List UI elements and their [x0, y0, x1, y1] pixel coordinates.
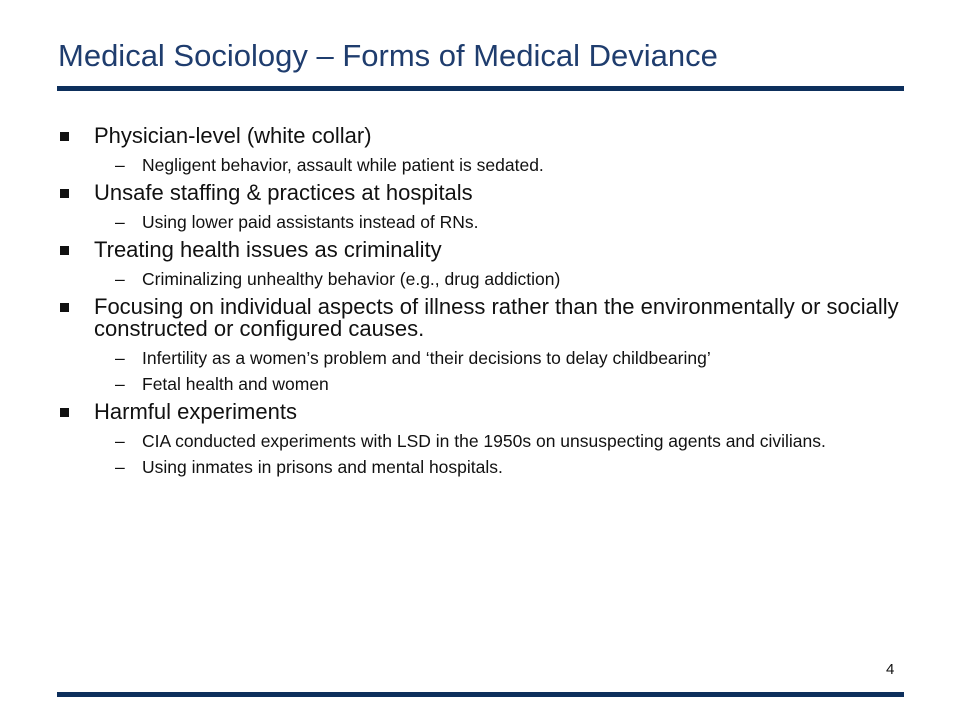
sub-bullet-text: CIA conducted experiments with LSD in the 1950s on unsuspecting agents and civilians. — [142, 431, 826, 451]
square-bullet-icon — [60, 246, 69, 255]
dash-marker: – — [115, 212, 125, 232]
sub-bullet-text: Infertility as a women’s problem and ‘their decisions to delay childbearing’ — [142, 348, 711, 368]
square-bullet-icon — [60, 408, 69, 417]
sub-bullet-text: Using lower paid assistants instead of RNs. — [142, 212, 479, 232]
bullet-list — [58, 119, 918, 484]
sub-bullet-item — [58, 270, 918, 289]
sub-bullet-item — [58, 349, 918, 368]
sub-bullet-text: Fetal health and women — [142, 374, 329, 394]
bullet-text: Physician-level (white collar) — [94, 123, 372, 148]
sub-bullet-item — [58, 458, 918, 477]
dash-marker: – — [115, 269, 125, 289]
bullet-text: Harmful experiments — [94, 399, 297, 424]
sub-bullet-item — [58, 375, 918, 394]
sub-bullet-item — [58, 432, 918, 451]
sub-bullet-item — [58, 156, 918, 175]
dash-marker: – — [115, 431, 125, 451]
page-number: 4 — [886, 661, 895, 678]
sub-bullet-text: Criminalizing unhealthy behavior (e.g., drug addiction) — [142, 269, 561, 289]
bullet-item — [58, 125, 918, 147]
slide-title: Medical Sociology – Forms of Medical Deviance — [58, 38, 718, 73]
title-divider — [57, 86, 904, 91]
square-bullet-icon — [60, 189, 69, 198]
sub-bullet-item — [58, 213, 918, 232]
sub-bullet-text: Negligent behavior, assault while patient is sedated. — [142, 155, 544, 175]
dash-marker: – — [115, 348, 125, 368]
sub-bullet-text: Using inmates in prisons and mental hospitals. — [142, 457, 503, 477]
footer-divider — [57, 692, 904, 697]
bullet-item — [58, 182, 918, 204]
bullet-text: Focusing on individual aspects of illness rather than the environmentally or socially constructed or configured causes. — [94, 294, 899, 341]
bullet-text: Unsafe staffing & practices at hospitals — [94, 180, 473, 205]
dash-marker: – — [115, 155, 125, 175]
bullet-item — [58, 296, 918, 340]
bullet-text: Treating health issues as criminality — [94, 237, 442, 262]
square-bullet-icon — [60, 303, 69, 312]
square-bullet-icon — [60, 132, 69, 141]
dash-marker: – — [115, 374, 125, 394]
bullet-item — [58, 401, 918, 423]
dash-marker: – — [115, 457, 125, 477]
bullet-item — [58, 239, 918, 261]
